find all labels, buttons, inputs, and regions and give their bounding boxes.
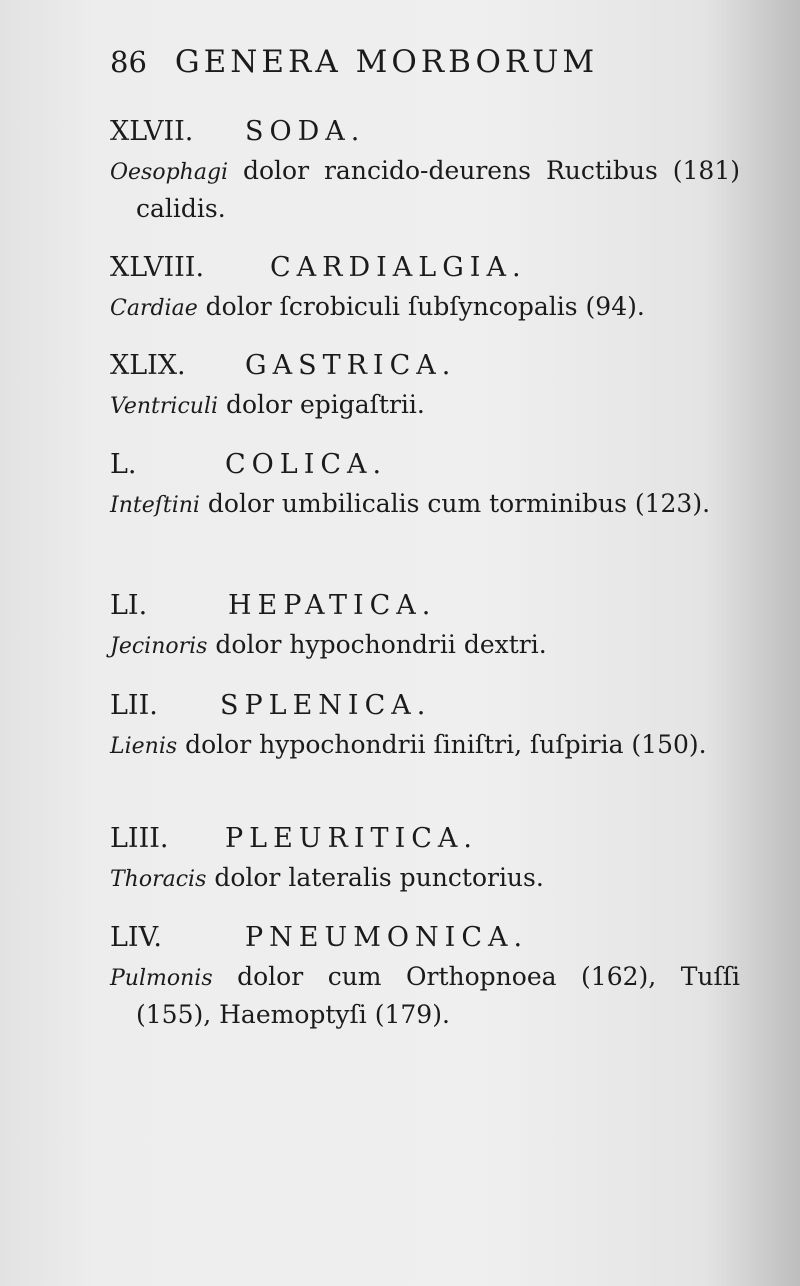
- entry-description: [110, 959, 740, 1033]
- disease-entry: [110, 922, 740, 1033]
- page-header: [110, 44, 700, 80]
- entry-description: [110, 627, 740, 665]
- disease-entry: [110, 823, 740, 898]
- entry-description: [110, 289, 740, 327]
- entry-name: SODA.: [245, 116, 366, 147]
- entry-number: LII.: [110, 690, 158, 721]
- entry-heading: [110, 922, 740, 953]
- entry-heading: [110, 590, 740, 621]
- entry-term: Pulmonis: [110, 966, 213, 991]
- entry-name: COLICA.: [225, 449, 388, 480]
- entry-name: PNEUMONICA.: [245, 922, 529, 953]
- entry-heading: [110, 350, 740, 381]
- entry-text: dolor hypochondrii dextri.: [207, 630, 547, 659]
- entry-term: Ventriculi: [110, 394, 219, 419]
- entry-heading: [110, 823, 740, 854]
- entry-text: dolor lateralis punctorius.: [206, 863, 544, 892]
- entry-number: XLVII.: [110, 116, 194, 147]
- disease-entry: [110, 690, 740, 765]
- entry-number: LIV.: [110, 922, 162, 953]
- entry-term: Thoracis: [110, 867, 207, 892]
- entry-term: Inteſtini: [110, 493, 200, 518]
- entry-description: [110, 860, 740, 898]
- entry-heading: [110, 252, 740, 283]
- entry-description: [110, 486, 740, 524]
- disease-entry: [110, 116, 740, 227]
- running-title: GENERA MORBORUM: [174, 44, 599, 80]
- entry-name: GASTRICA.: [245, 350, 457, 381]
- entry-term: Oesophagi: [110, 160, 229, 185]
- entry-heading: [110, 449, 740, 480]
- entry-number: XLIX.: [110, 350, 186, 381]
- disease-entry: [110, 590, 740, 665]
- entry-text: dolor hypochondrii ſiniſtri, ſuſpiria (150).: [177, 730, 707, 759]
- entry-description: [110, 153, 740, 227]
- entry-number: LIII.: [110, 823, 169, 854]
- entry-text: dolor ſcrobiculi ſubſyncopalis (94).: [197, 292, 645, 321]
- entry-heading: [110, 690, 740, 721]
- entry-text: dolor rancido-deurens Ructibus (181) calidis.: [136, 156, 740, 223]
- entry-number: L.: [110, 449, 137, 480]
- disease-entry: [110, 350, 740, 425]
- entry-heading: [110, 116, 740, 147]
- entry-description: [110, 727, 740, 765]
- entry-number: LI.: [110, 590, 148, 621]
- page-number: 86: [110, 45, 147, 79]
- entry-text: dolor epigaſtrii.: [218, 390, 425, 419]
- entry-term: Jecinoris: [110, 634, 208, 659]
- disease-entry: [110, 252, 740, 327]
- entry-description: [110, 387, 740, 425]
- entry-number: XLVIII.: [110, 252, 205, 283]
- entry-term: Cardiae: [110, 296, 198, 321]
- disease-entry: [110, 449, 740, 524]
- entry-name: HEPATICA.: [228, 590, 437, 621]
- entry-name: PLEURITICA.: [225, 823, 478, 854]
- entry-name: SPLENICA.: [220, 690, 432, 721]
- entry-name: CARDIALGIA.: [270, 252, 527, 283]
- entry-text: dolor umbilicalis cum torminibus (123).: [199, 489, 711, 518]
- entry-term: Lienis: [110, 734, 178, 759]
- entry-text: dolor cum Orthopnoea (162), Tuſſi (155), Haemoptyſi (179).: [136, 962, 740, 1029]
